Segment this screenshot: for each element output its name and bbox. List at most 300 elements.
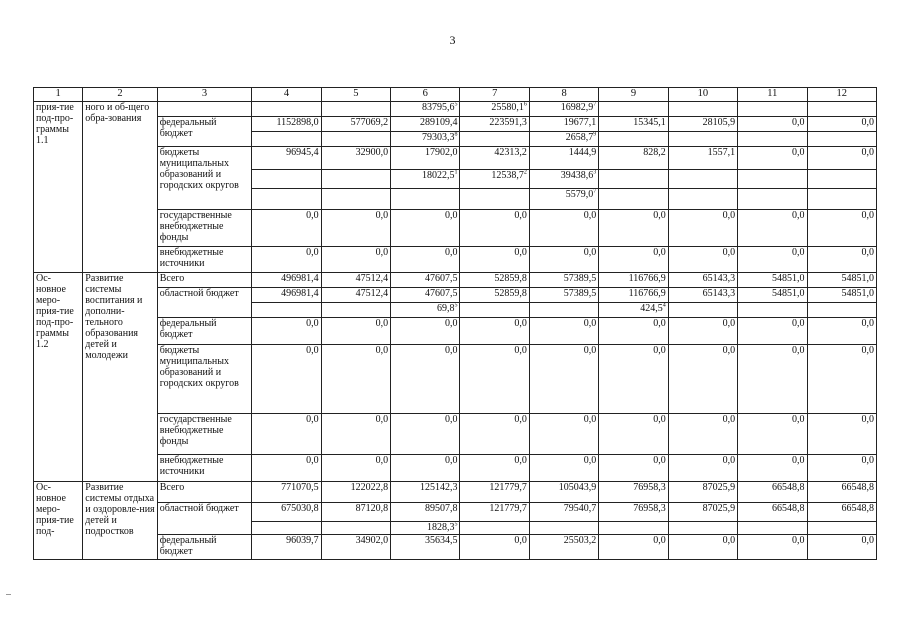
table-row [34, 102, 877, 117]
value-cell [668, 117, 737, 132]
footnote-mark: 2 [523, 169, 527, 176]
value-cell [807, 345, 876, 414]
value-cell [391, 117, 460, 132]
value-cell [807, 503, 876, 522]
value-text: 0,0 [375, 247, 389, 258]
footnote-mark: 7 [593, 188, 597, 195]
value-cell [807, 132, 876, 147]
value-cell [391, 482, 460, 503]
value-text: 0,0 [861, 535, 874, 546]
value-text: 0,0 [375, 210, 389, 221]
footnote-mark: 5 [454, 302, 458, 309]
value-cell [599, 535, 668, 560]
value-text: 54851,0 [841, 288, 874, 299]
value-text: 0,0 [861, 414, 874, 425]
value-cell [807, 318, 876, 345]
value-text: 0,0 [444, 247, 458, 258]
value-cell [460, 482, 529, 503]
value-cell [807, 189, 876, 210]
source-label: Всего [157, 482, 252, 503]
value-text: 121779,7 [489, 482, 527, 493]
footnote-mark: 5 [454, 521, 458, 528]
table-row [34, 273, 877, 288]
value-text: 69,8 [436, 303, 455, 314]
value-cell [252, 210, 321, 247]
value-cell [321, 247, 390, 273]
value-cell [738, 210, 807, 247]
value-cell [599, 318, 668, 345]
value-cell [807, 414, 876, 455]
value-cell [807, 117, 876, 132]
value-cell [599, 210, 668, 247]
value-text: 47607,5 [424, 288, 458, 299]
value-text: 65143,3 [702, 288, 736, 299]
value-cell [391, 522, 460, 535]
column-header: 8 [529, 88, 598, 102]
value-text: 79303,3 [421, 132, 455, 143]
value-text: 0,0 [722, 535, 736, 546]
value-cell [252, 522, 321, 535]
value-cell [807, 147, 876, 170]
value-cell [391, 147, 460, 170]
value-text: 424,5 [640, 303, 663, 314]
value-cell [738, 288, 807, 303]
value-text: 0,0 [653, 535, 666, 546]
value-cell [599, 170, 668, 189]
footnote-mark: 1 [454, 169, 458, 176]
value-cell [460, 318, 529, 345]
event-title: ного и об-щего обра-зования [83, 102, 157, 273]
value-cell [738, 147, 807, 170]
table-row [34, 345, 877, 414]
value-cell [738, 117, 807, 132]
value-cell [321, 132, 390, 147]
value-text: 0,0 [722, 210, 736, 221]
value-text: 47512,4 [355, 288, 389, 299]
value-cell [321, 503, 390, 522]
value-cell [599, 288, 668, 303]
value-text: 0,0 [722, 345, 736, 356]
value-cell [321, 535, 390, 560]
value-cell [599, 147, 668, 170]
value-cell [252, 455, 321, 482]
value-text: 0,0 [792, 117, 805, 128]
value-text: 83795,6 [421, 102, 455, 113]
value-text: 0,0 [653, 318, 666, 329]
value-cell [599, 522, 668, 535]
value-cell [252, 102, 321, 117]
table-row [34, 210, 877, 247]
source-label [157, 102, 252, 117]
value-text: 0,0 [861, 345, 874, 356]
value-text: 828,2 [643, 147, 666, 158]
value-cell [738, 503, 807, 522]
source-label: бюджеты муниципальных образований и городских округов [157, 345, 252, 414]
value-text: 0,0 [722, 414, 736, 425]
value-text: 0,0 [792, 318, 805, 329]
value-text: 0,0 [792, 414, 805, 425]
value-text: 223591,3 [489, 117, 527, 128]
value-cell [529, 303, 598, 318]
value-text: 17902,0 [424, 147, 458, 158]
source-label: внебюджетные источники [157, 247, 252, 273]
value-cell [321, 455, 390, 482]
value-cell [599, 117, 668, 132]
value-cell [321, 210, 390, 247]
value-cell [321, 102, 390, 117]
value-text: 0,0 [583, 247, 597, 258]
table-row [34, 88, 877, 102]
value-text: 0,0 [375, 345, 389, 356]
value-text: 0,0 [583, 210, 597, 221]
event-title: Развитие системы отдыха и оздоровле-ния детей и подростков [83, 482, 157, 560]
value-text: 0,0 [792, 147, 805, 158]
value-cell [460, 132, 529, 147]
source-label: Всего [157, 273, 252, 288]
table-row [34, 482, 877, 503]
value-text: 0,0 [653, 345, 666, 356]
value-cell [391, 210, 460, 247]
value-cell [668, 455, 737, 482]
value-cell [252, 147, 321, 170]
value-text: 0,0 [861, 147, 874, 158]
value-cell [668, 482, 737, 503]
value-text: 76958,3 [633, 482, 666, 493]
value-cell [807, 102, 876, 117]
table-row [34, 503, 877, 522]
value-cell [391, 189, 460, 210]
table-row [34, 318, 877, 345]
value-cell [807, 303, 876, 318]
value-cell [391, 288, 460, 303]
column-header: 5 [321, 88, 390, 102]
value-text: 0,0 [375, 414, 389, 425]
footnote-mark: 3 [593, 169, 597, 176]
value-cell [460, 147, 529, 170]
value-cell [668, 535, 737, 560]
source-label: бюджеты муниципальных образований и городских округов [157, 147, 252, 210]
source-label: государственные внебюджетные фонды [157, 414, 252, 455]
value-cell [391, 414, 460, 455]
value-cell [738, 273, 807, 288]
value-text: 0,0 [514, 414, 527, 425]
value-cell [391, 273, 460, 288]
value-cell [668, 318, 737, 345]
value-cell [738, 522, 807, 535]
footnote-mark: 9 [593, 131, 597, 138]
value-cell [529, 147, 598, 170]
value-text: 32900,0 [355, 147, 389, 158]
value-text: 0,0 [722, 318, 736, 329]
value-cell [252, 189, 321, 210]
value-text: 66548,8 [772, 503, 805, 514]
event-name: прия-тие под-про-граммы 1.1 [34, 102, 83, 273]
value-cell [668, 247, 737, 273]
value-text: 25503,2 [563, 535, 597, 546]
value-cell [738, 455, 807, 482]
value-text: 0,0 [375, 455, 389, 466]
value-cell [529, 117, 598, 132]
table-row [34, 414, 877, 455]
value-cell [460, 414, 529, 455]
value-cell [460, 210, 529, 247]
value-cell [668, 189, 737, 210]
value-text: 496981,4 [281, 273, 319, 284]
value-text: 0,0 [861, 455, 874, 466]
value-cell [599, 132, 668, 147]
value-cell [460, 102, 529, 117]
value-text: 0,0 [792, 535, 805, 546]
value-text: 0,0 [861, 318, 874, 329]
value-cell [668, 503, 737, 522]
value-text: 0,0 [792, 210, 805, 221]
value-cell [252, 482, 321, 503]
value-text: 0,0 [653, 455, 666, 466]
value-text: 0,0 [861, 210, 874, 221]
value-cell [252, 535, 321, 560]
value-text: 0,0 [514, 318, 527, 329]
table-row [34, 147, 877, 170]
value-text: 54851,0 [772, 273, 805, 284]
value-cell [807, 288, 876, 303]
value-cell [807, 482, 876, 503]
value-cell [460, 455, 529, 482]
value-text: 0,0 [514, 455, 527, 466]
value-cell [807, 210, 876, 247]
value-text: 47512,4 [355, 273, 389, 284]
table-row [34, 288, 877, 303]
value-cell [529, 318, 598, 345]
value-text: 116766,9 [628, 273, 666, 284]
value-text: 0,0 [722, 247, 736, 258]
value-text: 57389,5 [563, 288, 597, 299]
value-cell [529, 414, 598, 455]
value-cell [252, 132, 321, 147]
value-text: 0,0 [653, 414, 666, 425]
value-cell [599, 455, 668, 482]
value-text: 0,0 [722, 455, 736, 466]
value-cell [321, 147, 390, 170]
value-text: 19677,1 [563, 117, 597, 128]
value-cell [321, 288, 390, 303]
value-text: 1152898,0 [276, 117, 319, 128]
column-header: 9 [599, 88, 668, 102]
value-cell [668, 170, 737, 189]
value-cell [668, 345, 737, 414]
value-cell [460, 189, 529, 210]
value-text: 87025,9 [702, 503, 736, 514]
budget-table [33, 87, 877, 560]
value-cell [321, 522, 390, 535]
value-cell [460, 345, 529, 414]
value-text: 675030,8 [281, 503, 319, 514]
column-header: 12 [807, 88, 876, 102]
value-text: 125142,3 [419, 482, 458, 493]
column-header: 11 [738, 88, 807, 102]
value-cell [321, 273, 390, 288]
value-cell [460, 303, 529, 318]
value-cell [321, 170, 390, 189]
value-cell [668, 132, 737, 147]
value-text: 15345,1 [633, 117, 666, 128]
value-cell [321, 345, 390, 414]
value-cell [529, 132, 598, 147]
value-text: 96039,7 [286, 535, 319, 546]
value-cell [738, 414, 807, 455]
value-text: 289109,4 [419, 117, 458, 128]
value-cell [529, 210, 598, 247]
value-text: 105043,9 [558, 482, 597, 493]
value-cell [599, 503, 668, 522]
value-cell [738, 247, 807, 273]
value-text: 0,0 [306, 414, 319, 425]
value-text: 0,0 [444, 318, 458, 329]
column-header: 7 [460, 88, 529, 102]
value-text: 2658,7 [565, 132, 594, 143]
value-cell [460, 503, 529, 522]
column-header: 3 [157, 88, 252, 102]
value-cell [391, 102, 460, 117]
value-text: 0,0 [306, 345, 319, 356]
event-title: Развитие системы воспитания и дополни-тельного образования детей и молодежи [83, 273, 157, 482]
event-name: Ос-новное меро-прия-тие под-про-граммы 1.2 [34, 273, 83, 482]
page-number: 3 [449, 33, 456, 47]
value-cell [460, 117, 529, 132]
footnote-mark: 8 [454, 131, 458, 138]
value-cell [668, 288, 737, 303]
value-text: 0,0 [583, 318, 597, 329]
value-cell [738, 303, 807, 318]
value-cell [807, 535, 876, 560]
value-cell [599, 189, 668, 210]
table-row [34, 455, 877, 482]
value-text: 0,0 [583, 345, 597, 356]
value-cell [252, 414, 321, 455]
scan-mark [6, 594, 11, 595]
footnote-mark: 6 [523, 101, 527, 108]
value-text: 121779,7 [489, 503, 527, 514]
value-text: 0,0 [514, 345, 527, 356]
value-cell [599, 345, 668, 414]
value-cell [321, 482, 390, 503]
value-cell [391, 345, 460, 414]
value-cell [460, 522, 529, 535]
value-cell [807, 273, 876, 288]
value-text: 57389,5 [563, 273, 597, 284]
value-text: 0,0 [306, 318, 319, 329]
value-text: 65143,3 [702, 273, 736, 284]
value-cell [460, 288, 529, 303]
value-text: 577069,2 [350, 117, 389, 128]
value-cell [529, 522, 598, 535]
value-text: 12538,7 [491, 170, 524, 181]
value-cell [252, 247, 321, 273]
value-text: 0,0 [792, 345, 805, 356]
value-text: 0,0 [583, 455, 597, 466]
value-text: 0,0 [375, 318, 389, 329]
value-text: 0,0 [653, 210, 666, 221]
value-cell [529, 189, 598, 210]
value-text: 35634,5 [424, 535, 458, 546]
value-text: 87120,8 [355, 503, 389, 514]
value-cell [391, 455, 460, 482]
value-cell [252, 170, 321, 189]
event-name: Ос-новное меро-прия-тие под- [34, 482, 83, 560]
value-text: 42313,2 [494, 147, 527, 158]
value-cell [391, 318, 460, 345]
value-cell [668, 147, 737, 170]
value-text: 0,0 [514, 535, 527, 546]
source-label: областной бюджет [157, 503, 252, 535]
value-text: 18022,5 [421, 170, 455, 181]
value-cell [391, 303, 460, 318]
value-cell [529, 482, 598, 503]
value-cell [321, 117, 390, 132]
value-text: 0,0 [444, 210, 458, 221]
table-row [34, 535, 877, 560]
value-cell [391, 247, 460, 273]
value-cell [599, 273, 668, 288]
value-cell [529, 247, 598, 273]
value-cell [738, 170, 807, 189]
value-text: 16982,9 [560, 102, 594, 113]
value-text: 0,0 [444, 345, 458, 356]
value-text: 0,0 [514, 210, 527, 221]
footnote-mark: 4 [662, 302, 666, 309]
value-cell [460, 247, 529, 273]
value-text: 76958,3 [633, 503, 666, 514]
value-text: 122022,8 [350, 482, 389, 493]
value-cell [529, 535, 598, 560]
value-cell [738, 345, 807, 414]
value-cell [252, 345, 321, 414]
value-cell [738, 102, 807, 117]
value-cell [738, 132, 807, 147]
value-text: 1557,1 [707, 147, 736, 158]
value-cell [321, 414, 390, 455]
source-label: федеральный бюджет [157, 117, 252, 147]
value-cell [391, 503, 460, 522]
value-text: 496981,4 [281, 288, 319, 299]
value-text: 54851,0 [772, 288, 805, 299]
value-text: 0,0 [306, 210, 319, 221]
value-cell [807, 170, 876, 189]
source-label: областной бюджет [157, 288, 252, 318]
value-cell [668, 210, 737, 247]
value-cell [321, 189, 390, 210]
value-cell [738, 189, 807, 210]
value-cell [668, 273, 737, 288]
value-cell [738, 482, 807, 503]
value-text: 771070,5 [281, 482, 319, 493]
value-cell [807, 522, 876, 535]
value-text: 34902,0 [355, 535, 389, 546]
value-text: 87025,9 [702, 482, 736, 493]
column-header: 1 [34, 88, 83, 102]
value-text: 0,0 [306, 247, 319, 258]
value-cell [529, 503, 598, 522]
value-cell [738, 318, 807, 345]
source-label: государственные внебюджетные фонды [157, 210, 252, 247]
value-text: 0,0 [861, 117, 874, 128]
value-cell [252, 288, 321, 303]
table-row [34, 117, 877, 132]
footnote-mark: 7 [593, 101, 597, 108]
value-cell [668, 303, 737, 318]
value-text: 0,0 [306, 455, 319, 466]
value-text: 25580,1 [491, 102, 524, 113]
value-text: 52859,8 [494, 288, 527, 299]
